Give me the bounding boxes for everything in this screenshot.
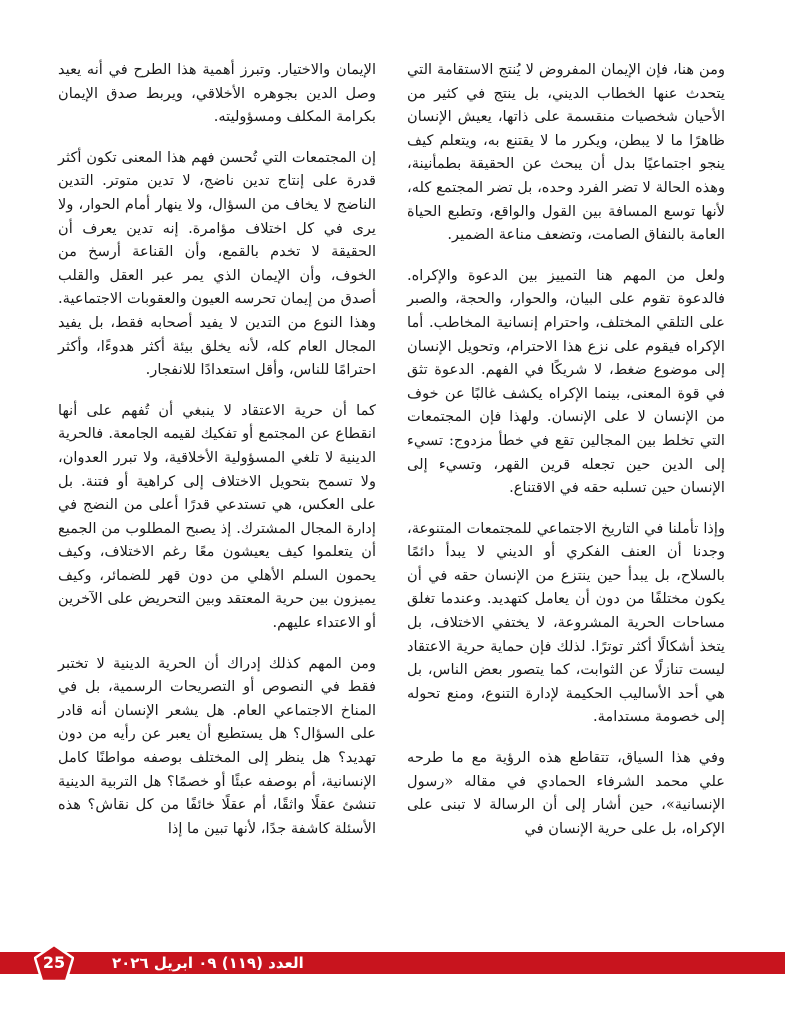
paragraph: الإيمان والاختيار. وتبرز أهمية هذا الطرح في أنه يعيد وصل الدين بجوهره الأخلاقي، ويربط صدق الإيمان بكرامة المكلف ومسؤوليته. bbox=[58, 61, 376, 126]
paragraph: إن المجتمعات التي تُحسن فهم هذا المعنى تكون أكثر قدرة على إنتاج تدين ناضج، لا تدين متوتر. التدين الناضج لا يخاف من السؤال، ولا ينهار أمام الحوار، ولا يرى في كل اختلاف مؤامرة. إنه تدين يعرف أن الحقيقة لا تخدم بالقمع، وأن القناعة أرسخ من الخوف، وأن الإيمان الذي يمر عبر العقل والقلب أصدق من إيمان تحرسه العيون والعقوبات الاجتماعية. وهذا النوع من التدين لا يفيد أصحابه فقط، بل يفيد المجال العام كله، لأنه يخلق بيئة أكثر هدوءًا، وأكثر احترامًا للناس، وأقل استعدادًا للانفجار. bbox=[58, 148, 376, 379]
paragraph: وفي هذا السياق، تتقاطع هذه الرؤية مع ما طرحه علي محمد الشرفاء الحمادي في مقاله «رسول الإنسانية»، حين أشار إلى أن الرسالة لا تبنى على الإكراه، بل على حرية الإنسان في bbox=[407, 749, 725, 837]
article-column-right bbox=[407, 58, 725, 857]
paragraph: ومن المهم كذلك إدراك أن الحرية الدينية لا تختبر فقط في النصوص أو التصريحات الرسمية، بل في المناخ الاجتماعي العام. هل يشعر الإنسان أنه قادر على السؤال؟ هل يستطيع أن يعبر عن رأيه من دون تهديد؟ هل ينظر إلى المختلف بوصفه مواطنًا كامل الإنسانية، أم بوصفه عبئًا أو خصمًا؟ هل التربية الدينية تنشئ عقلًا واثقًا، أم عقلًا خائفًا من كل نقاش؟ هذه الأسئلة كاشفة جدًا، لأنها تبين ما إذا bbox=[58, 654, 376, 837]
paragraph: وإذا تأملنا في التاريخ الاجتماعي للمجتمعات المتنوعة، وجدنا أن العنف الفكري أو الديني لا يبدأ دائمًا بالسلاح، بل يبدأ حين ينتزع من الإنسان حقه في أن يكون مختلفًا من دون أن يعامل كتهديد. وعندما تغلق مساحات الحرية المشروعة، لا يختفي الاختلاف، بل يتخذ أشكالًا أكثر توترًا. لذلك فإن حماية حرية الاعتقاد ليست تنازلًا عن الثوابت، كما يتصور بعض الناس، بل هي أحد الأساليب الحكيمة لإدارة التنوع، ومنع تحوله إلى خصومة مستدامة. bbox=[407, 519, 725, 726]
paragraph: كما أن حرية الاعتقاد لا ينبغي أن تُفهم على أنها انقطاع عن المجتمع أو تفكيك لقيمه الجامعة. فالحرية الدينية لا تلغي المسؤولية الأخلاقية، ولا تبرر العدوان، ولا تسمح بتحويل الاختلاف إلى كراهية أو فتنة. بل على العكس، هي تستدعي قدرًا أعلى من النضج في إدارة المجال المشترك. إذ يصبح المطلوب من الجميع أن يتعلموا كيف يعيشون معًا رغم الاختلاف، وكيف يحمون السلم الأهلي من دون قهر للضمائر، وكيف يميزون بين حرية المعتقد وبين التحريض على الآخرين أو الاعتداء عليهم. bbox=[58, 401, 376, 632]
page-number: 25 bbox=[42, 953, 66, 972]
paragraph: ولعل من المهم هنا التمييز بين الدعوة والإكراه. فالدعوة تقوم على البيان، والحوار، والحجة، والصبر على التلقي المختلف، واحترام إنسانية المخاطب. أما الإكراه فيقوم على نزع هذا الاحترام، وتحويل الإنسان إلى موضوع ضغط، لا شريكًا في الفهم. الدعوة تثق في قوة المعنى، بينما الإكراه يكشف غالبًا عن خوف من الإنسان لا على الإنسان. ولهذا فإن المجتمعات التي تخلط بين المجالين تقع في خطأ مزدوج: تسيء إلى الدين حين تجعله قرين القهر، وتسيء إلى الإنسان حين تسلبه حقه في الاقتناع. bbox=[407, 266, 725, 497]
article-column-left bbox=[58, 58, 376, 857]
paragraph: ومن هنا، فإن الإيمان المفروض لا يُنتج الاستقامة التي يتحدث عنها الخطاب الديني، بل ينتج في كثير من الأحيان شخصيات منقسمة على ذاتها، يعيش الإنسان ظاهرًا ما لا يبطن، ويكرر ما لا يقتنع به، ويتعلم كيف ينجو اجتماعيًا بدل أن يبحث عن الحقيقة بطمأنينة، وهذه الحالة لا تضر الفرد وحده، بل تضر المجتمع كله، لأنها توسع المسافة بين القول والواقع، وتطبع الحياة العامة بالنفاق الصامت، وتضعف مناعة الضمير. bbox=[407, 61, 725, 244]
page-number-badge bbox=[34, 944, 74, 982]
issue-info: العدد (١١٩) ٠٩ ابريل ٢٠٢٦ bbox=[112, 954, 304, 972]
